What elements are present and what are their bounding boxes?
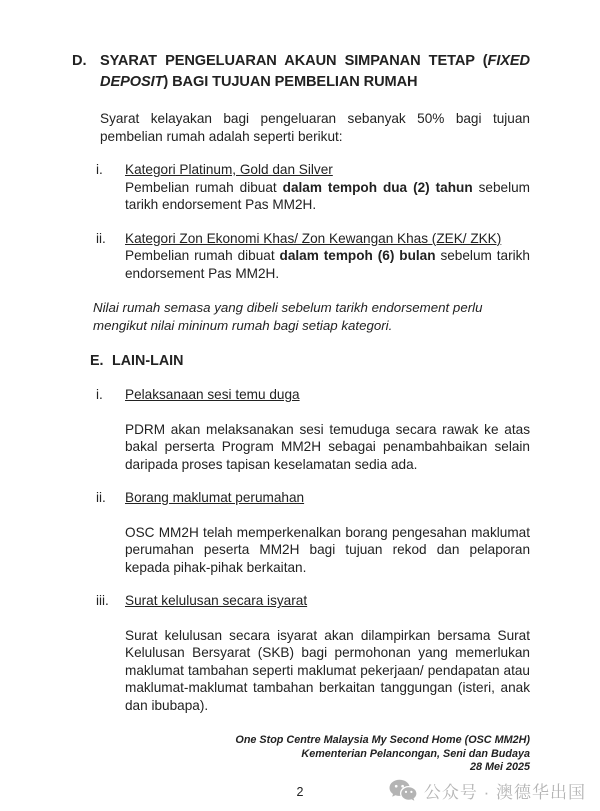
list-item-title: Kategori Platinum, Gold dan Silver bbox=[125, 162, 333, 177]
section-e-heading bbox=[90, 352, 530, 370]
list-item-numeral: i. bbox=[96, 387, 103, 402]
list-item-e-iii bbox=[96, 592, 530, 714]
watermark-text: 公众号 · 澳德华出国 bbox=[423, 783, 586, 802]
list-item-text-bold: dalam tempoh dua (2) tahun bbox=[282, 179, 473, 195]
section-d-intro: Syarat kelayakan bagi pengeluaran sebanyak 50% bagi tujuan pembelian rumah adalah seperti berikut: bbox=[100, 111, 530, 144]
list-item-title: Pelaksanaan sesi temu duga bbox=[125, 387, 300, 402]
list-item-text: OSC MM2H telah memperkenalkan borang pengesahan maklumat perumahan peserta MM2H bagi tujuan rekod dan pelaporan kepada pihak-pihak berkaitan. bbox=[125, 524, 530, 575]
section-d-note: Nilai rumah semasa yang dibeli sebelum tarikh endorsement perlu mengikut nilai mininum rumah bagi setiap kategori. bbox=[93, 300, 483, 333]
list-item-numeral: ii. bbox=[96, 490, 106, 505]
signature-org: One Stop Centre Malaysia My Second Home (OSC MM2H) bbox=[235, 734, 530, 746]
list-item-title: Kategori Zon Ekonomi Khas/ Zon Kewangan Khas (ZEK/ ZKK) bbox=[125, 230, 502, 246]
list-item-title: Surat kelulusan secara isyarat bbox=[125, 593, 308, 608]
list-item-text-bold: dalam tempoh (6) bulan bbox=[279, 248, 436, 263]
signature-ministry: Kementerian Pelancongan, Seni dan Budaya bbox=[301, 747, 530, 760]
list-item-body bbox=[125, 161, 530, 214]
list-item-text: Surat kelulusan secara isyarat akan dilampirkan bersama Surat Kelulusan Bersyarat (SKB) bagi permohonan yang memerlukan maklumat tambahan seperti maklumat pekerjaan/ pendapatan atau maklumat-maklumat tambahan berkaitan tanggungan (isteri, anak dan ibubapa). bbox=[125, 627, 530, 713]
list-item-text-post: sebelum tarikh endorsement Pas MM2H. bbox=[125, 179, 530, 212]
list-item-e-ii bbox=[96, 489, 530, 576]
signature-date: 28 Mei 2025 bbox=[469, 761, 530, 774]
list-item-text-pre: Pembelian rumah dibuat bbox=[125, 248, 280, 263]
list-item-e-i bbox=[96, 386, 530, 473]
list-item-body bbox=[125, 386, 530, 473]
list-item-body bbox=[125, 592, 530, 714]
list-item-text bbox=[125, 247, 530, 282]
list-item-numeral: i. bbox=[96, 162, 103, 177]
list-item-body bbox=[125, 230, 530, 283]
list-item-text-post: sebelum tarikh endorsement Pas MM2H. bbox=[125, 248, 530, 281]
list-item-d-ii bbox=[96, 230, 530, 283]
section-d-title bbox=[100, 51, 530, 93]
section-d-label: D. bbox=[72, 53, 87, 69]
page-number: 2 bbox=[296, 785, 304, 799]
section-d-heading bbox=[72, 51, 530, 93]
list-item-numeral: ii. bbox=[96, 230, 106, 246]
signature-block bbox=[0, 734, 530, 775]
section-e-label: E. bbox=[90, 353, 104, 369]
section-d-title-italic: FIXED DEPOSIT bbox=[100, 53, 530, 90]
list-item-body bbox=[125, 489, 530, 576]
section-d-title-post: ) BAGI TUJUAN PEMBELIAN RUMAH bbox=[163, 74, 418, 90]
wechat-icon bbox=[389, 779, 417, 803]
watermark bbox=[389, 778, 586, 803]
list-item-text bbox=[125, 179, 530, 214]
section-e-title: LAIN-LAIN bbox=[112, 353, 184, 369]
list-item-d-i bbox=[96, 161, 530, 214]
section-d-title-pre: SYARAT PENGELUARAN AKAUN SIMPANAN TETAP ( bbox=[100, 53, 488, 69]
list-item-text-pre: Pembelian rumah dibuat bbox=[125, 179, 283, 195]
list-item-title: Borang maklumat perumahan bbox=[125, 490, 305, 505]
list-item-text: PDRM akan melaksanakan sesi temuduga secara rawak ke atas bakal perserta Program MM2H sebagai penambahbaikan selain daripada proses tapisan keselamatan sedia ada. bbox=[125, 421, 530, 472]
list-item-numeral: iii. bbox=[96, 593, 109, 608]
